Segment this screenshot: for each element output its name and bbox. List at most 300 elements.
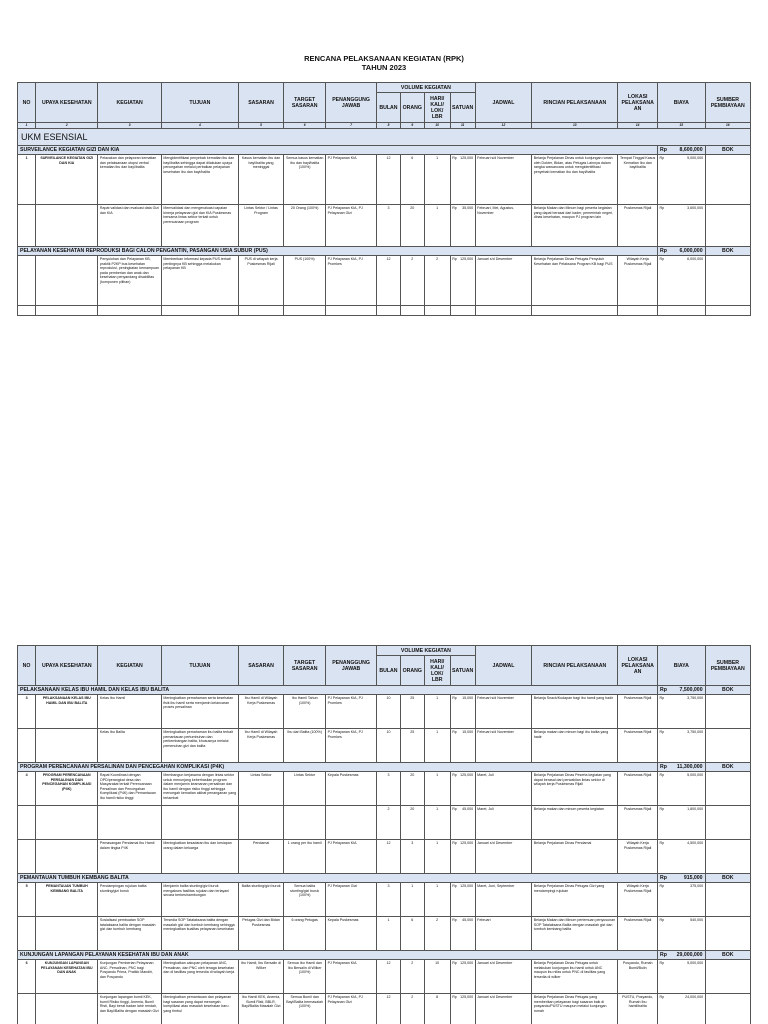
cell-biaya-rp: Rp: [659, 696, 665, 700]
cell-no: [18, 729, 36, 763]
cell-bulan: 12: [377, 960, 401, 994]
blank-cell: [532, 306, 618, 316]
header-target: TARGET SASARAN: [284, 83, 326, 123]
cell-kegiatan: Kunjungan lapangan bumil KEK, bumil Risiko tinggi, Anemia, Bumil Risti, Bayi berat badan lahir rendah, dan Bayi/Balita dengan masalah Gizi: [98, 994, 161, 1024]
column-number: 9: [400, 123, 424, 129]
cell-satuan-value: 45,000: [462, 918, 474, 922]
cell-orang: 20: [400, 205, 424, 247]
document-title: RENCANA PELAKSANAAN KEGIATAN (RPK): [304, 54, 464, 63]
cell-tujuan: Meningkatkan kesadaran ibu dan kesiapan orang dalam keluarga: [161, 840, 238, 874]
cell-biaya: [658, 695, 706, 729]
column-number: 7: [326, 123, 377, 129]
cell-sumber: [705, 883, 750, 917]
header-volume: VOLUME KEGIATAN: [377, 646, 476, 656]
cell-lokasi: Puskesmas Rijali: [618, 729, 658, 763]
cell-biaya: [658, 960, 706, 994]
rpk-table-page-2: [17, 645, 751, 1024]
cell-sumber: [705, 994, 750, 1024]
header-no: NO: [18, 83, 36, 123]
cell-upaya: PELAKSANAAN KELAS IBU HAMIL DAN IBU BALITA: [36, 695, 98, 729]
cell-lokasi: Wilayah Kerja Puskesmas Rijali: [618, 840, 658, 874]
cell-orang: 2: [400, 256, 424, 306]
cell-jadwal: Februari: [475, 917, 532, 951]
header-pj: PENANGGUNG JAWAB: [326, 83, 377, 123]
blank-cell: [98, 306, 161, 316]
table-row: [18, 772, 751, 806]
header-satuan: SATUAN: [450, 93, 475, 123]
section-amount: 29,000,000: [676, 952, 703, 958]
cell-biaya: [658, 994, 706, 1024]
header-biaya: BIAYA: [658, 646, 706, 686]
header-sasaran: SASARAN: [238, 83, 283, 123]
section-header-row: [18, 146, 751, 155]
cell-pj: PJ Pelayanan KIA, PJ Promkes: [326, 729, 377, 763]
cell-upaya: SURVEILANCE KEGIATAN GIZI DAN KIA: [36, 155, 98, 205]
cell-lokasi: Wilayah Kerja Puskesmas Rijali: [618, 883, 658, 917]
cell-rincian: Belanja Makan dan Minum pertemuan penyusunan SOP Tatalaksana Balita dengan masalah gizi dan tumbuh kembang balita: [532, 917, 618, 951]
table-row: [18, 695, 751, 729]
cell-kegiatan: Rapat Koordinasi dengan OPD/perangkat desa dan Masyarakat terkait Perencanaan Persalinan dan Pencegahan Komplikasi (P4K) dan Pemantauan Ibu hamil risiko tinggi: [98, 772, 161, 806]
column-number: 5: [238, 123, 283, 129]
column-number: 6: [284, 123, 326, 129]
cell-upaya: [36, 806, 98, 840]
cell-biaya-value: 5,000,000: [687, 773, 704, 777]
header-biaya: BIAYA: [658, 83, 706, 123]
column-number: 13: [532, 123, 618, 129]
section-header-row: [18, 247, 751, 256]
cell-sumber: [705, 960, 750, 994]
column-number: 12: [475, 123, 532, 129]
cell-tujuan: Mengidentifikasi penyebab kematian ibu dan bayi/balita sehingga dapat dilakukan upaya pencegahan melalui perbaikan pelayanan kesehatan ibu dan bayi/balita: [161, 155, 238, 205]
section-title: SURVEILANCE KEGIATAN GIZI DAN KIA: [18, 146, 658, 155]
section-title: PELAKSANAAN KELAS IBU HAMIL DAN KELAS IBU BALITA: [18, 686, 658, 695]
cell-rincian: Belanja makan dan minum bagi ibu balita yang hadir: [532, 729, 618, 763]
cell-biaya: [658, 772, 706, 806]
table-row: [18, 256, 751, 306]
cell-satuan: [450, 155, 475, 205]
cell-sumber: [705, 806, 750, 840]
header-orang: ORANG: [400, 656, 424, 686]
cell-no: 5: [18, 883, 36, 917]
section-currency: [658, 686, 706, 695]
section-rp: Rp: [660, 147, 667, 153]
cell-biaya-value: 375,000: [690, 884, 704, 888]
cell-sasaran: [238, 806, 283, 840]
cell-orang: 20: [400, 806, 424, 840]
cell-sasaran: Ibu Hamil di Wilayah Kerja Puskesmas: [238, 695, 283, 729]
cell-lokasi: PUSTU, Posyandu, Rumah Ibu hamil/balita: [618, 994, 658, 1024]
cell-pj: PJ Pelayanan KIA, PJ Pelayanan Gizi: [326, 205, 377, 247]
cell-satuan-rp: Rp: [452, 807, 457, 811]
cell-orang: 2: [400, 960, 424, 994]
table-row: [18, 205, 751, 247]
cell-bulan: 1: [377, 917, 401, 951]
cell-satuan-value: 15,000: [462, 730, 474, 734]
cell-satuan-rp: Rp: [452, 730, 457, 734]
section-amount: 6,000,000: [679, 248, 703, 254]
column-number: 14: [618, 123, 658, 129]
header-sumber: SUMBER PEMBIAYAAN: [705, 646, 750, 686]
cell-upaya: [36, 994, 98, 1024]
table-row: [18, 960, 751, 994]
cell-biaya-rp: Rp: [659, 156, 665, 160]
cell-hari: 2: [424, 917, 450, 951]
cell-pj: PJ Pelayanan KIA: [326, 960, 377, 994]
section-rp: Rp: [660, 952, 667, 958]
cell-satuan-rp: Rp: [452, 773, 457, 777]
cell-bulan: 3: [377, 205, 401, 247]
header-bulan: BULAN: [377, 93, 401, 123]
section-rp: Rp: [660, 875, 667, 881]
cell-orang: 25: [400, 729, 424, 763]
cell-satuan: [450, 994, 475, 1024]
section-rp: Rp: [660, 248, 667, 254]
cell-biaya-value: 540,000: [690, 918, 704, 922]
cell-orang: 2: [400, 994, 424, 1024]
cell-no: [18, 205, 36, 247]
cell-jadwal: Februari s/d November: [475, 729, 532, 763]
header-satuan: SATUAN: [450, 656, 475, 686]
cell-upaya: KUNJUNGAN LAPANGAN PELAYANAN KESEHATAN IBU DAN ANAK: [36, 960, 98, 994]
cell-sumber: [705, 695, 750, 729]
table-row: [18, 155, 751, 205]
cell-tujuan: Tersedia SOP Tatalaksana balita dengan masalah gizi dan tumbuh kembang sehingga meningkatkan kualitas pelayanan kesehatan: [161, 917, 238, 951]
table-row: [18, 883, 751, 917]
document-year: TAHUN 2023: [361, 63, 407, 72]
cell-bulan: 3: [377, 772, 401, 806]
cell-pj: PJ Pelayanan KIA, PJ Promkes: [326, 695, 377, 729]
cell-bulan: 12: [377, 155, 401, 205]
cell-jadwal: Februari, Mei, Agustus, November: [475, 205, 532, 247]
cell-bulan: 10: [377, 695, 401, 729]
blank-cell: [36, 306, 98, 316]
cell-target: Ibu Hamil Tahun (100%): [284, 695, 326, 729]
cell-sasaran: Pendamai: [238, 840, 283, 874]
cell-biaya-value: 6,000,000: [687, 257, 704, 261]
section-title: PEMANTAUAN TUMBUH KEMBANG BALITA: [18, 874, 658, 883]
cell-satuan: [450, 960, 475, 994]
cell-satuan-rp: Rp: [452, 995, 457, 999]
cell-satuan-value: 35,000: [462, 206, 474, 210]
section-amount: 8,600,000: [679, 147, 703, 153]
cell-biaya-rp: Rp: [659, 206, 665, 210]
cell-biaya-rp: Rp: [659, 884, 665, 888]
cell-upaya: [36, 840, 98, 874]
cell-bulan: 12: [377, 256, 401, 306]
cell-lokasi: Wilayah Kerja Puskesmas Rijali: [618, 256, 658, 306]
cell-biaya: [658, 729, 706, 763]
blank-cell: [284, 306, 326, 316]
cell-lokasi: Puskesmas Rijali: [618, 772, 658, 806]
cell-sumber: [705, 256, 750, 306]
cell-biaya-rp: Rp: [659, 841, 665, 845]
cell-pj: PJ Pelayanan KIA, PJ Promkes: [326, 256, 377, 306]
cell-target: 6 orang Petugas: [284, 917, 326, 951]
cell-satuan: [450, 205, 475, 247]
cell-biaya-rp: Rp: [659, 807, 665, 811]
cell-no: 1: [18, 155, 36, 205]
cell-satuan-value: 15,000: [462, 696, 474, 700]
cell-jadwal: Maret, Juli: [475, 806, 532, 840]
section-source: BOK: [722, 687, 734, 693]
cell-target: Semua kasus kematian ibu dan bayi/balita (100%): [284, 155, 326, 205]
cell-biaya-rp: Rp: [659, 961, 665, 965]
cell-rincian: Belanja Perjalanan Dinas Petugas yang memberikan pelayanan bagi sasaran baik di posyandu/PUSTU maupun melalui kunjungan rumah: [532, 994, 618, 1024]
cell-no: 6: [18, 960, 36, 994]
section-amount-source: [705, 247, 750, 256]
cell-hari: 1: [424, 806, 450, 840]
cell-upaya: PEMANTAUAN TUMBUH KEMBANG BALITA: [36, 883, 98, 917]
cell-hari: 1: [424, 155, 450, 205]
cell-no: [18, 256, 36, 306]
column-number: 10: [424, 123, 450, 129]
cell-sasaran: Petugas Gizi dan Bidan Puskesmas: [238, 917, 283, 951]
cell-satuan-rp: Rp: [452, 841, 457, 845]
cell-tujuan: Memberikan informasi kepada PUS terkait pentingnya KB sehingga melakukan pelayanan KB: [161, 256, 238, 306]
cell-pj: PJ Pelayanan Gizi: [326, 883, 377, 917]
cell-rincian: Belanja Perjalanan Dinas Pendamai: [532, 840, 618, 874]
cell-biaya: [658, 840, 706, 874]
cell-tujuan: [161, 806, 238, 840]
header-pj: PENANGGUNG JAWAB: [326, 646, 377, 686]
cell-satuan-rp: Rp: [452, 696, 457, 700]
table-row: [18, 917, 751, 951]
cell-kegiatan: Penyuluhan dan Pelayanan KB, praktik P2KP bus kesehatan reproduksi, peningkatan kemampuan pada pemberian dan anak dan kesehatan penyandang disabilitas (komponen pilihan): [98, 256, 161, 306]
cell-biaya-value: 1,800,000: [687, 807, 704, 811]
band-row: [18, 129, 751, 146]
cell-satuan: [450, 840, 475, 874]
column-number: 8: [377, 123, 401, 129]
cell-jadwal: Januari s/d Desember: [475, 960, 532, 994]
cell-target: Ibu dari Balita (100%): [284, 729, 326, 763]
section-source: BOK: [722, 147, 734, 153]
cell-target: Semua Ibu Hamil dan Ibu Bersalin di Wilker (100%): [284, 960, 326, 994]
blank-row: [18, 306, 751, 316]
cell-satuan: [450, 256, 475, 306]
cell-sumber: [705, 729, 750, 763]
section-header-row: [18, 686, 751, 695]
cell-biaya-value: 3,600,000: [687, 206, 704, 210]
cell-no: [18, 994, 36, 1024]
section-rp: Rp: [660, 687, 667, 693]
column-number: 16: [705, 123, 750, 129]
cell-kegiatan: Pelacakan dan pelaporan kematian dan pelaksanaan otopsi verbal kematian ibu dan bayi/balita: [98, 155, 161, 205]
cell-upaya: [36, 729, 98, 763]
cell-upaya: [36, 205, 98, 247]
cell-sumber: [705, 155, 750, 205]
cell-jadwal: Maret, Juni, September: [475, 883, 532, 917]
cell-no: 3: [18, 695, 36, 729]
cell-kegiatan: Sosialisasi pembuatan SOP tatalaksana balita dengan masalah gizi dan tumbuh kembang: [98, 917, 161, 951]
cell-lokasi: Puskesmas Rijali: [618, 205, 658, 247]
cell-sumber: [705, 840, 750, 874]
section-header-row: [18, 763, 751, 772]
section-rp: Rp: [660, 764, 667, 770]
cell-sasaran: Ibu Hamil di Wilayah Kerja Puskesmas: [238, 729, 283, 763]
table-row: [18, 729, 751, 763]
cell-bulan: 12: [377, 994, 401, 1024]
cell-satuan-value: 125,000: [460, 156, 474, 160]
cell-tujuan: Meningkatkan pemahaman ibu balita terkait pemantauan pertumbuhan dan perkembangan balita, khususnya melalui pemenuhan gizi dan balita: [161, 729, 238, 763]
cell-satuan-value: 125,000: [460, 257, 474, 261]
cell-rincian: Belanja Perjalanan Dinas Petugas Penyuluh Kesehatan dan Pelaksana Program KB bagi PUS: [532, 256, 618, 306]
section-amount: 915,000: [683, 875, 703, 881]
cell-biaya: [658, 806, 706, 840]
cell-sumber: [705, 205, 750, 247]
cell-satuan: [450, 883, 475, 917]
cell-kegiatan: Rapat validasi dan evaluasi data Gizi dan KIA: [98, 205, 161, 247]
section-source: BOK: [722, 875, 734, 881]
cell-no: [18, 917, 36, 951]
cell-satuan: [450, 729, 475, 763]
cell-rincian: Belanja Snack/Kudapan bagi ibu hamil yang hadir: [532, 695, 618, 729]
section-amount: 7,500,000: [679, 687, 703, 693]
cell-tujuan: Membangun kerjasama dengan lintas sektor untuk menunjang keberhasilan program dalam menjamin keamanan persalinan dan ibu hamil dengan risiko tinggi sehingga mencegah kematian akibat penanganan yang terlambat: [161, 772, 238, 806]
cell-orang: 6: [400, 917, 424, 951]
cell-satuan-value: 125,000: [460, 841, 474, 845]
blank-cell: [400, 306, 424, 316]
cell-target: 1 orang per ibu hamil: [284, 840, 326, 874]
cell-tujuan: Memvalidasi dan mengevaluasi capaian kinerja pelayanan gizi dan KIA Puskesmas bersama lintas sektor terkait untuk perencanaan program: [161, 205, 238, 247]
cell-jadwal: Februari s/d November: [475, 155, 532, 205]
header-upaya: UPAYA KESEHATAN: [36, 646, 98, 686]
blank-cell: [705, 306, 750, 316]
cell-biaya: [658, 256, 706, 306]
cell-hari: 1: [424, 840, 450, 874]
cell-no: [18, 806, 36, 840]
blank-cell: [238, 306, 283, 316]
section-currency: [658, 874, 706, 883]
cell-jadwal: Maret, Juli: [475, 772, 532, 806]
blank-cell: [658, 306, 706, 316]
cell-biaya-rp: Rp: [659, 995, 665, 999]
header-lokasi: LOKASI PELAKSANA AN: [618, 646, 658, 686]
cell-jadwal: Januari s/d Desember: [475, 840, 532, 874]
section-title: PELAYANAN KESEHATAN REPRODUKSI BAGI CALON PENGANTIN, PASANGAN USIA SUBUR (PUS): [18, 247, 658, 256]
cell-biaya-value: 5,000,000: [687, 961, 704, 965]
cell-pj: PJ Pelayanan KIA, PJ Pelayanan Gizi: [326, 994, 377, 1024]
cell-orang: 25: [400, 695, 424, 729]
cell-biaya-rp: Rp: [659, 257, 665, 261]
cell-biaya: [658, 205, 706, 247]
cell-kegiatan: Pendampingan rujukan balita stunting/gizi buruk: [98, 883, 161, 917]
header-upaya: UPAYA KESEHATAN: [36, 83, 98, 123]
cell-sasaran: Lintas Sektor: [238, 772, 283, 806]
cell-hari: 10: [424, 960, 450, 994]
cell-orang: 6: [400, 155, 424, 205]
section-header-row: [18, 951, 751, 960]
header-row: [18, 83, 751, 93]
header-tujuan: TUJUAN: [161, 83, 238, 123]
column-number: 2: [36, 123, 98, 129]
header-hari: HARI/ KALI/ LOK/ LBR: [424, 656, 450, 686]
cell-sasaran: Kasus kematian ibu dan bayi/balita yang meninggal: [238, 155, 283, 205]
cell-hari: 8: [424, 994, 450, 1024]
column-number: 4: [161, 123, 238, 129]
column-number: 15: [658, 123, 706, 129]
section-title: KUNJUNGAN LAPANGAN PELAYANAN KESEHATAN IBU DAN ANAK: [18, 951, 658, 960]
cell-rincian: Belanja Makan dan Minum bagi peserta kegiatan yang dapat berasal dari kader, pemerintah negeri, dinas kesehatan, maupun PJ program lain: [532, 205, 618, 247]
header-row: [18, 646, 751, 656]
cell-hari: 1: [424, 205, 450, 247]
cell-rincian: Belanja Perjalanan Dinas untuk kunjungan rumah oleh Dokter, Bidan, atau Petugas Lainnya dalam rangka wawancara untuk mengidentifikasi penyebab kematian ibu dan bayi/balita: [532, 155, 618, 205]
blank-cell: [18, 306, 36, 316]
cell-satuan: [450, 806, 475, 840]
rpk-table-page-1: [17, 82, 751, 316]
cell-target: Lintas Sektor: [284, 772, 326, 806]
header-jadwal: JADWAL: [475, 646, 532, 686]
section-source: BOK: [722, 248, 734, 254]
blank-cell: [475, 306, 532, 316]
cell-biaya-rp: Rp: [659, 918, 665, 922]
header-target: TARGET SASARAN: [284, 646, 326, 686]
cell-lokasi: Tempat Tinggal Kasus Kematian Ibu dan bayi/balita: [618, 155, 658, 205]
cell-kegiatan: Kunjungan Pemberian Pelayanan ANC, Persalinan, PNC bagi Posyandu Prima, Pratikk Mandiri, dan Posyandu: [98, 960, 161, 994]
cell-satuan-value: 125,000: [460, 995, 474, 999]
blank-cell: [450, 306, 475, 316]
cell-upaya: [36, 917, 98, 951]
cell-kegiatan: Kelas Ibu Hamil: [98, 695, 161, 729]
cell-hari: 1: [424, 772, 450, 806]
cell-pj: PJ Pelayanan KIA: [326, 155, 377, 205]
cell-no: [18, 840, 36, 874]
band-title: UKM ESENSIAL: [18, 129, 751, 146]
section-amount-source: [705, 874, 750, 883]
cell-biaya-value: 4,500,000: [687, 841, 704, 845]
cell-satuan: [450, 917, 475, 951]
cell-satuan-rp: Rp: [452, 257, 457, 261]
cell-satuan-rp: Rp: [452, 206, 457, 210]
header-lokasi: LOKASI PELAKSANA AN: [618, 83, 658, 123]
cell-target: Semua Bumil dan Bayi/Balita bermasalah (100%): [284, 994, 326, 1024]
cell-sasaran: Ibu Hamil, Ibu Bersalin di Wilker: [238, 960, 283, 994]
section-header-row: [18, 874, 751, 883]
section-source: BOK: [722, 764, 734, 770]
header-kegiatan: KEGIATAN: [98, 646, 161, 686]
cell-orang: 1: [400, 883, 424, 917]
cell-satuan-value: 125,000: [460, 884, 474, 888]
section-title: PROGRAM PERENCANAAN PERSALINAN DAN PENCEGAHAN KOMPLIKASI (P4K): [18, 763, 658, 772]
table-row: [18, 840, 751, 874]
section-source: BOK: [722, 952, 734, 958]
cell-satuan-value: 125,000: [460, 773, 474, 777]
cell-lokasi: Puskesmas Rijali: [618, 917, 658, 951]
cell-satuan: [450, 695, 475, 729]
cell-satuan-rp: Rp: [452, 918, 457, 922]
column-number: 3: [98, 123, 161, 129]
cell-rincian: Belanja Perjalanan Dinas Petugas untuk melakukan kunjungan ibu hamil untuk ANC maupun ibu nifas untuk PNC di fasilitas yang tersedia di wilker: [532, 960, 618, 994]
cell-pj: [326, 806, 377, 840]
cell-biaya-rp: Rp: [659, 730, 665, 734]
cell-bulan: 12: [377, 840, 401, 874]
cell-hari: 1: [424, 695, 450, 729]
cell-pj: Kepala Puskesmas: [326, 772, 377, 806]
cell-tujuan: Meningkatkan cakupan pelayanan ANC, Persalinan, dan PNC oleh tenaga kesehatan dan di fasilitas yang tersedia di wilayah kerja: [161, 960, 238, 994]
cell-target: PUS (100%): [284, 256, 326, 306]
cell-satuan-rp: Rp: [452, 961, 457, 965]
cell-satuan-value: 45,000: [462, 807, 474, 811]
header-no: NO: [18, 646, 36, 686]
header-hari: HARI/ KALI/ LOK/ LBR: [424, 93, 450, 123]
section-amount-source: [705, 763, 750, 772]
cell-rincian: Belanja makan dan minum peserta kegiatan: [532, 806, 618, 840]
section-amount: 11,300,000: [676, 764, 703, 770]
section-amount-source: [705, 686, 750, 695]
section-currency: [658, 763, 706, 772]
cell-satuan: [450, 772, 475, 806]
cell-rincian: Belanja Perjalanan Dinas Petugas Gizi yang mendampingi rujukan: [532, 883, 618, 917]
cell-hari: 2: [424, 256, 450, 306]
